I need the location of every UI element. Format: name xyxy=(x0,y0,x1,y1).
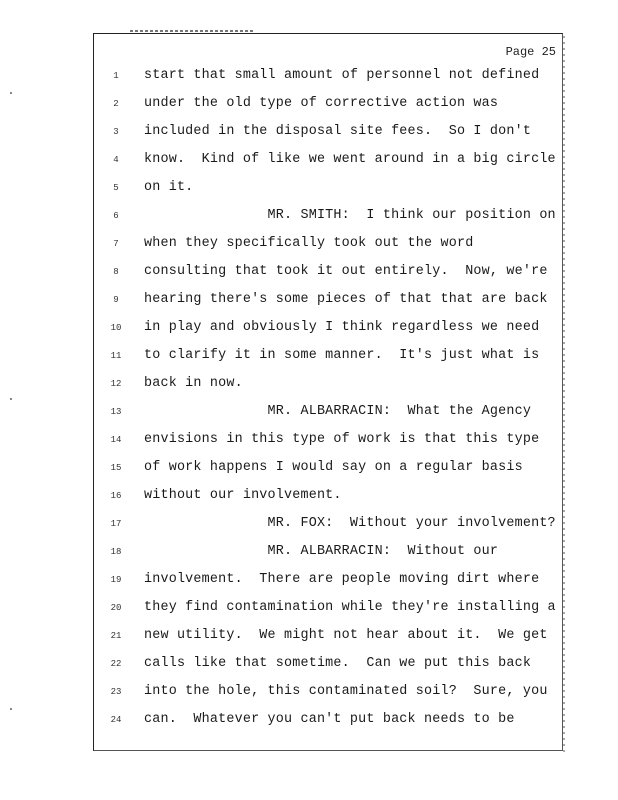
transcript-line xyxy=(94,375,562,395)
line-text: MR. SMITH: I think our position on xyxy=(144,208,556,223)
line-number: 16 xyxy=(110,491,122,501)
line-text: calls like that sometime. Can we put this back xyxy=(144,656,532,671)
transcript-line xyxy=(94,459,562,479)
transcript-line xyxy=(94,263,562,283)
transcript-page xyxy=(93,33,563,751)
transcript-line xyxy=(94,403,562,423)
transcript-line xyxy=(94,655,562,675)
transcript-line xyxy=(94,711,562,731)
line-number: 23 xyxy=(110,687,122,697)
transcript-line xyxy=(94,151,562,171)
line-number: 6 xyxy=(113,211,119,221)
line-number: 8 xyxy=(113,267,119,277)
line-text: of work happens I would say on a regular basis xyxy=(144,460,523,475)
line-text: MR. ALBARRACIN: Without our xyxy=(144,544,499,559)
transcript-line xyxy=(94,123,562,143)
line-text: involvement. There are people moving dirt where xyxy=(144,572,540,587)
line-number: 15 xyxy=(110,463,122,473)
line-text: consulting that took it out entirely. Now, we're xyxy=(144,264,548,279)
line-number: 24 xyxy=(110,715,122,725)
line-number: 18 xyxy=(110,547,122,557)
line-number: 22 xyxy=(110,659,122,669)
transcript-line xyxy=(94,179,562,199)
line-number: 4 xyxy=(113,155,119,165)
line-number: 21 xyxy=(110,631,122,641)
transcript-line xyxy=(94,487,562,507)
line-text: under the old type of corrective action was xyxy=(144,96,499,111)
line-number: 5 xyxy=(113,183,119,193)
line-text: in play and obviously I think regardless we need xyxy=(144,320,540,335)
line-text: when they specifically took out the word xyxy=(144,236,474,251)
line-number: 13 xyxy=(110,407,122,417)
line-text: can. Whatever you can't put back needs to be xyxy=(144,712,515,727)
line-text: MR. FOX: Without your involvement? xyxy=(144,516,556,531)
transcript-line xyxy=(94,207,562,227)
line-number: 11 xyxy=(110,351,122,361)
transcript-line xyxy=(94,571,562,591)
line-number: 14 xyxy=(110,435,122,445)
line-text: included in the disposal site fees. So I don't xyxy=(144,124,532,139)
line-number: 17 xyxy=(110,519,122,529)
line-number: 3 xyxy=(113,127,119,137)
line-text: MR. ALBARRACIN: What the Agency xyxy=(144,404,532,419)
transcript-line xyxy=(94,347,562,367)
scan-artifact-right-edge xyxy=(563,36,565,752)
line-number: 9 xyxy=(113,295,119,305)
transcript-line xyxy=(94,67,562,87)
scan-speck xyxy=(10,398,12,400)
transcript-line xyxy=(94,291,562,311)
scan-artifact-top xyxy=(130,30,255,32)
transcript-line xyxy=(94,319,562,339)
line-text: on it. xyxy=(144,180,194,195)
transcript-line xyxy=(94,431,562,451)
line-number: 10 xyxy=(110,323,122,333)
line-number: 20 xyxy=(110,603,122,613)
line-text: hearing there's some pieces of that that are back xyxy=(144,292,548,307)
transcript-line xyxy=(94,543,562,563)
line-text: they find contamination while they're installing a xyxy=(144,600,556,615)
line-number: 1 xyxy=(113,71,119,81)
transcript-line xyxy=(94,95,562,115)
line-number: 19 xyxy=(110,575,122,585)
transcript-line xyxy=(94,515,562,535)
transcript-line xyxy=(94,627,562,647)
line-number: 2 xyxy=(113,99,119,109)
line-text: know. Kind of like we went around in a big circle xyxy=(144,152,556,167)
line-text: without our involvement. xyxy=(144,488,342,503)
line-text: back in now. xyxy=(144,376,243,391)
line-text: new utility. We might not hear about it. We get xyxy=(144,628,548,643)
transcript-line xyxy=(94,235,562,255)
scan-speck xyxy=(10,708,12,710)
line-text: start that small amount of personnel not defined xyxy=(144,68,540,83)
transcript-line xyxy=(94,683,562,703)
line-text: to clarify it in some manner. It's just what is xyxy=(144,348,540,363)
line-number: 7 xyxy=(113,239,119,249)
line-number: 12 xyxy=(110,379,122,389)
transcript-line xyxy=(94,599,562,619)
line-text: into the hole, this contaminated soil? Sure, you xyxy=(144,684,548,699)
scan-speck xyxy=(10,92,12,94)
line-text: envisions in this type of work is that this type xyxy=(144,432,540,447)
page-number: Page 25 xyxy=(505,45,556,59)
